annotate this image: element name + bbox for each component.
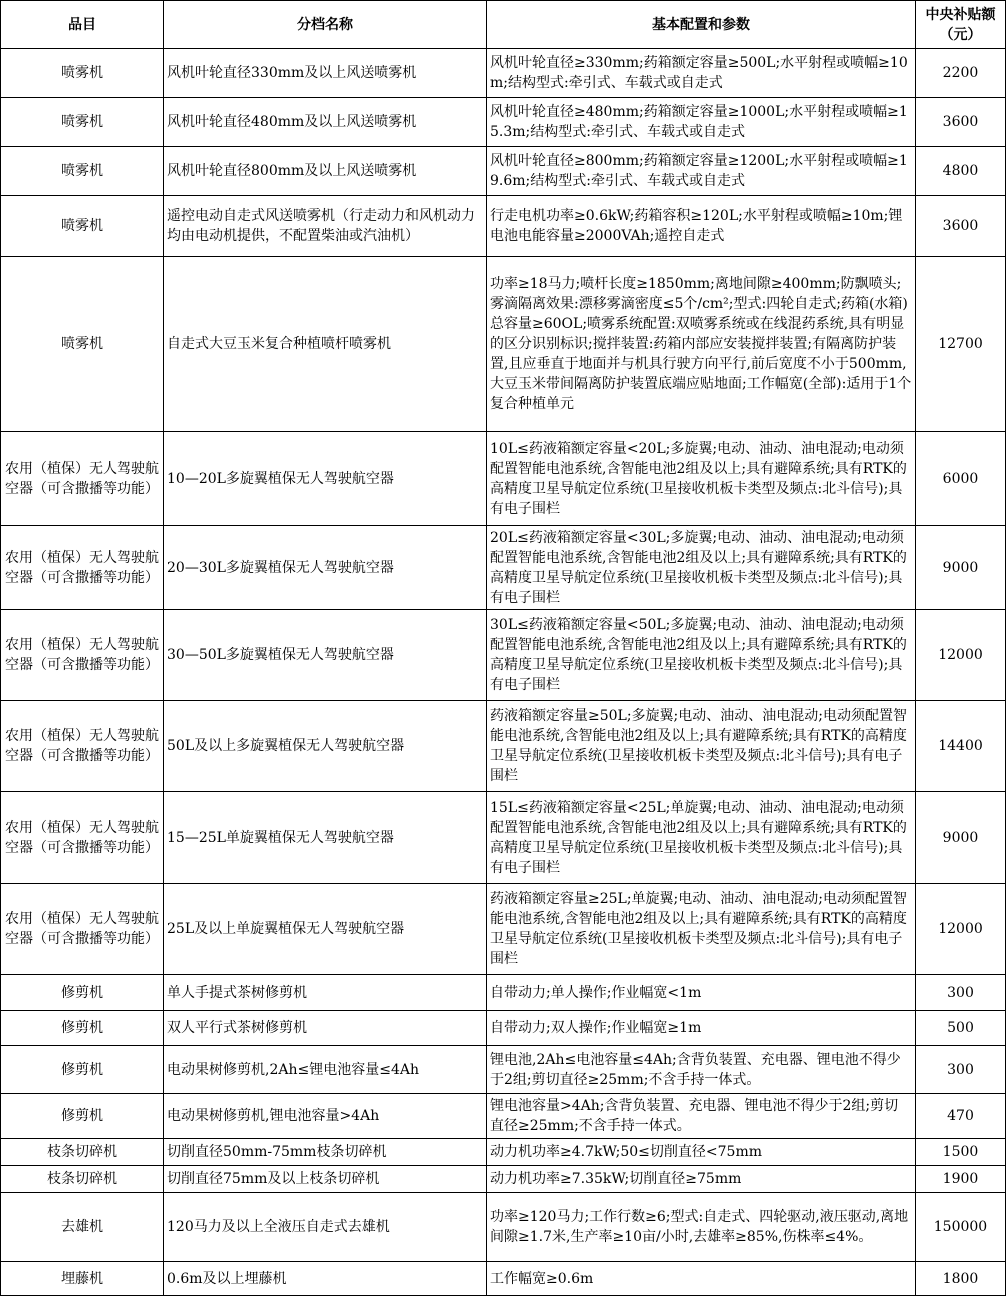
tier-cell: 电动果树修剪机,2Ah≤锂电池容量≤4Ah: [164, 1046, 487, 1094]
table-row: [1, 526, 1006, 610]
table-row: [1, 49, 1006, 98]
config-cell: 风机叶轮直径≥480mm;药箱额定容量≥1000L;水平射程或喷幅≥15.3m;结构型式:牵引式、车载式或自走式: [487, 98, 916, 147]
tier-cell: 电动果树修剪机,锂电池容量>4Ah: [164, 1094, 487, 1139]
amount-cell: 2200: [916, 49, 1006, 98]
amount-cell: 4800: [916, 147, 1006, 196]
category-cell: 修剪机: [1, 1011, 164, 1046]
category-cell: 修剪机: [1, 1094, 164, 1139]
table-row: [1, 147, 1006, 196]
amount-cell: 300: [916, 1046, 1006, 1094]
config-cell: 自带动力;单人操作;作业幅宽<1m: [487, 975, 916, 1011]
tier-cell: 风机叶轮直径800mm及以上风送喷雾机: [164, 147, 487, 196]
table-row: [1, 701, 1006, 792]
category-cell: 埋藤机: [1, 1262, 164, 1296]
config-cell: 动力机功率≥7.35kW;切削直径≥75mm: [487, 1166, 916, 1193]
config-cell: 药液箱额定容量≥25L;单旋翼;电动、油动、油电混动;电动须配置智能电池系统,含智能电池2组及以上;具有避障系统;具有RTK的高精度卫星导航定位系统(卫星接收机板卡类型及频点:北斗信号);具有电子围栏: [487, 884, 916, 975]
amount-cell: 500: [916, 1011, 1006, 1046]
category-cell: 喷雾机: [1, 98, 164, 147]
tier-cell: 15—25L单旋翼植保无人驾驶航空器: [164, 792, 487, 884]
amount-cell: 1900: [916, 1166, 1006, 1193]
tier-cell: 0.6m及以上埋藤机: [164, 1262, 487, 1296]
tier-cell: 双人平行式茶树修剪机: [164, 1011, 487, 1046]
category-cell: 修剪机: [1, 975, 164, 1011]
tier-cell: 自走式大豆玉米复合种植喷杆喷雾机: [164, 257, 487, 432]
amount-cell: 14400: [916, 701, 1006, 792]
category-cell: 农用（植保）无人驾驶航空器（可含撒播等功能）: [1, 792, 164, 884]
category-cell: 喷雾机: [1, 257, 164, 432]
config-cell: 行走电机功率≥0.6kW;药箱容积≥120L;水平射程或喷幅≥10m;锂电池电能容量≥2000VAh;遥控自走式: [487, 196, 916, 257]
table-row: [1, 792, 1006, 884]
config-cell: 药液箱额定容量≥50L;多旋翼;电动、油动、油电混动;电动须配置智能电池系统,含智能电池2组及以上;具有避障系统;具有RTK的高精度卫星导航定位系统(卫星接收机板卡类型及频点:北斗信号);具有电子围栏: [487, 701, 916, 792]
tier-cell: 120马力及以上全液压自走式去雄机: [164, 1193, 487, 1262]
category-cell: 农用（植保）无人驾驶航空器（可含撒播等功能）: [1, 610, 164, 701]
category-cell: 枝条切碎机: [1, 1166, 164, 1193]
amount-cell: 3600: [916, 98, 1006, 147]
config-cell: 30L≤药液箱额定容量<50L;多旋翼;电动、油动、油电混动;电动须配置智能电池系统,含智能电池2组及以上;具有避障系统;具有RTK的高精度卫星导航定位系统(卫星接收机板卡类型及频点:北斗信号);具有电子围栏: [487, 610, 916, 701]
table-row: [1, 1139, 1006, 1166]
table-row: [1, 1262, 1006, 1296]
category-cell: 农用（植保）无人驾驶航空器（可含撒播等功能）: [1, 432, 164, 526]
config-cell: 风机叶轮直径≥330mm;药箱额定容量≥500L;水平射程或喷幅≥10m;结构型式:牵引式、车载式或自走式: [487, 49, 916, 98]
table-row: [1, 1011, 1006, 1046]
tier-cell: 风机叶轮直径480mm及以上风送喷雾机: [164, 98, 487, 147]
amount-cell: 12700: [916, 257, 1006, 432]
category-cell: 喷雾机: [1, 196, 164, 257]
amount-cell: 12000: [916, 610, 1006, 701]
amount-cell: 470: [916, 1094, 1006, 1139]
category-cell: 枝条切碎机: [1, 1139, 164, 1166]
config-cell: 锂电池容量>4Ah;含背负装置、充电器、锂电池不得少于2组;剪切直径≥25mm;不含手持一体式。: [487, 1094, 916, 1139]
config-cell: 自带动力;双人操作;作业幅宽≥1m: [487, 1011, 916, 1046]
category-cell: 农用（植保）无人驾驶航空器（可含撒播等功能）: [1, 526, 164, 610]
tier-cell: 遥控电动自走式风送喷雾机（行走动力和风机动力均由电动机提供，不配置柴油或汽油机）: [164, 196, 487, 257]
table-row: [1, 1193, 1006, 1262]
amount-cell: 6000: [916, 432, 1006, 526]
table-row: [1, 257, 1006, 432]
tier-cell: 切削直径75mm及以上枝条切碎机: [164, 1166, 487, 1193]
config-cell: 功率≥18马力;喷杆长度≥1850mm;离地间隙≥400mm;防飘喷头;雾滴隔离效果:漂移雾滴密度≤5个/cm²;型式:四轮自走式;药箱(水箱)总容量≥60OL;喷雾系统配置:双喷雾系统或在线混药系统,具有明显的区分识别标识;搅拌装置:药箱内部应安装搅拌装置;有隔离防护装置,且应垂直于地面并与机具行驶方向平行,前后宽度不小于500mm,大豆玉米带间隔离防护装置底端应贴地面;工作幅宽(全部):适用于1个复合种植单元: [487, 257, 916, 432]
tier-cell: 25L及以上单旋翼植保无人驾驶航空器: [164, 884, 487, 975]
config-cell: 动力机功率≥4.7kW;50≤切削直径<75mm: [487, 1139, 916, 1166]
tier-cell: 10—20L多旋翼植保无人驾驶航空器: [164, 432, 487, 526]
table-row: [1, 975, 1006, 1011]
category-cell: 喷雾机: [1, 49, 164, 98]
table-row: [1, 884, 1006, 975]
header-amount: 中央补贴额（元）: [916, 1, 1006, 49]
tier-cell: 切削直径50mm-75mm枝条切碎机: [164, 1139, 487, 1166]
amount-cell: 1500: [916, 1139, 1006, 1166]
config-cell: 锂电池,2Ah≤电池容量≤4Ah;含背负装置、充电器、锂电池不得少于2组;剪切直径≥25mm;不含手持一体式。: [487, 1046, 916, 1094]
category-cell: 农用（植保）无人驾驶航空器（可含撒播等功能）: [1, 884, 164, 975]
tier-cell: 风机叶轮直径330mm及以上风送喷雾机: [164, 49, 487, 98]
table-row: [1, 1094, 1006, 1139]
table-row: [1, 1166, 1006, 1193]
config-cell: 10L≤药液箱额定容量<20L;多旋翼;电动、油动、油电混动;电动须配置智能电池系统,含智能电池2组及以上;具有避障系统;具有RTK的高精度卫星导航定位系统(卫星接收机板卡类型及频点:北斗信号);具有电子围栏: [487, 432, 916, 526]
table-row: [1, 432, 1006, 526]
config-cell: 风机叶轮直径≥800mm;药箱额定容量≥1200L;水平射程或喷幅≥19.6m;结构型式:牵引式、车载式或自走式: [487, 147, 916, 196]
category-cell: 修剪机: [1, 1046, 164, 1094]
table-row: [1, 1046, 1006, 1094]
amount-cell: 12000: [916, 884, 1006, 975]
tier-cell: 20—30L多旋翼植保无人驾驶航空器: [164, 526, 487, 610]
config-cell: 20L≤药液箱额定容量<30L;多旋翼;电动、油动、油电混动;电动须配置智能电池系统,含智能电池2组及以上;具有避障系统;具有RTK的高精度卫星导航定位系统(卫星接收机板卡类型及频点:北斗信号);具有电子围栏: [487, 526, 916, 610]
header-config: 基本配置和参数: [487, 1, 916, 49]
header-row: [1, 1, 1006, 49]
amount-cell: 150000: [916, 1193, 1006, 1262]
config-cell: 工作幅宽≥0.6m: [487, 1262, 916, 1296]
config-cell: 功率≥120马力;工作行数≥6;型式:自走式、四轮驱动,液压驱动,离地间隙≥1.7米,生产率≥10亩/小时,去雄率≥85%,伤株率≤4%。: [487, 1193, 916, 1262]
table-row: [1, 610, 1006, 701]
category-cell: 农用（植保）无人驾驶航空器（可含撒播等功能）: [1, 701, 164, 792]
tier-cell: 50L及以上多旋翼植保无人驾驶航空器: [164, 701, 487, 792]
tier-cell: 单人手提式茶树修剪机: [164, 975, 487, 1011]
amount-cell: 3600: [916, 196, 1006, 257]
tier-cell: 30—50L多旋翼植保无人驾驶航空器: [164, 610, 487, 701]
table-row: [1, 98, 1006, 147]
header-category: 品目: [1, 1, 164, 49]
amount-cell: 300: [916, 975, 1006, 1011]
amount-cell: 9000: [916, 792, 1006, 884]
config-cell: 15L≤药液箱额定容量<25L;单旋翼;电动、油动、油电混动;电动须配置智能电池系统,含智能电池2组及以上;具有避障系统;具有RTK的高精度卫星导航定位系统(卫星接收机板卡类型及频点:北斗信号);具有电子围栏: [487, 792, 916, 884]
category-cell: 去雄机: [1, 1193, 164, 1262]
category-cell: 喷雾机: [1, 147, 164, 196]
table-row: [1, 196, 1006, 257]
amount-cell: 1800: [916, 1262, 1006, 1296]
header-tier: 分档名称: [164, 1, 487, 49]
amount-cell: 9000: [916, 526, 1006, 610]
